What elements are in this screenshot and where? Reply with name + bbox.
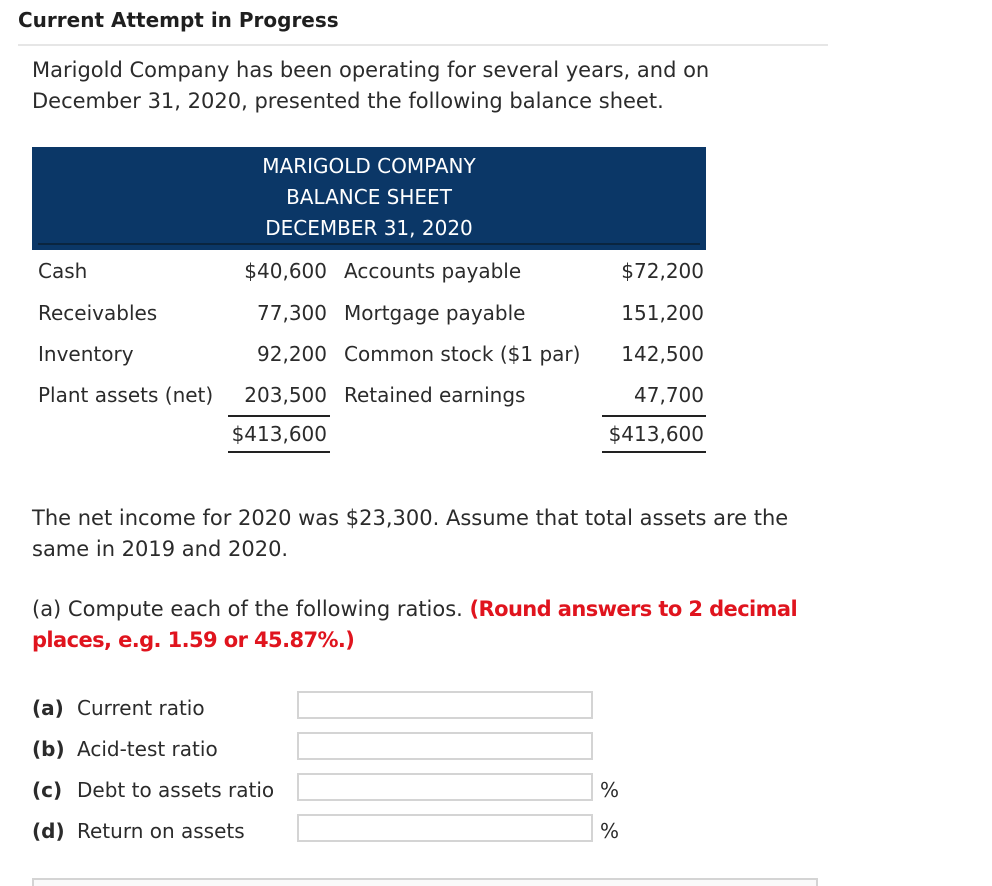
liabilities-total-rule [602, 451, 706, 453]
asset-amount: 203,500 [244, 383, 327, 407]
asset-label: Inventory [38, 342, 134, 366]
ratio-label: Acid-test ratio [77, 737, 218, 761]
return-on-assets-input[interactable] [297, 814, 593, 842]
ratio-label: Return on assets [77, 819, 245, 843]
ratio-row-acid-test [32, 737, 732, 767]
totals-row [0, 422, 992, 452]
asset-label: Plant assets (net) [38, 383, 214, 407]
liability-amount: 47,700 [634, 383, 704, 407]
liability-label: Mortgage payable [344, 301, 526, 325]
acid-test-ratio-input[interactable] [297, 732, 593, 760]
debt-to-assets-input[interactable] [297, 773, 593, 801]
liability-label: Retained earnings [344, 383, 526, 407]
liability-amount: 142,500 [621, 342, 704, 366]
liability-amount: $72,200 [621, 259, 704, 283]
asset-amount: $40,600 [244, 259, 327, 283]
statement-name: BALANCE SHEET [286, 185, 452, 209]
balance-sheet-header [32, 147, 706, 250]
liability-label: Common stock ($1 par) [344, 342, 581, 366]
ratio-row-current [32, 696, 732, 726]
liability-amount: 151,200 [621, 301, 704, 325]
intro-text: Marigold Company has been operating for several years, and on December 31, 2020, presented the following balance sheet. [32, 58, 710, 113]
assets-subtotal-rule [228, 415, 330, 417]
liability-label: Accounts payable [344, 259, 522, 283]
liabilities-subtotal-rule [602, 415, 706, 417]
asset-label: Receivables [38, 301, 158, 325]
table-row [0, 301, 992, 331]
ratio-letter: (b) [32, 737, 65, 761]
attempt-title: Current Attempt in Progress [18, 8, 339, 32]
table-row [0, 259, 992, 289]
ratio-letter: (d) [32, 819, 65, 843]
ratio-letter: (a) [32, 696, 64, 720]
asset-amount: 92,200 [257, 342, 327, 366]
asset-amount: 77,300 [257, 301, 327, 325]
assets-total-rule [228, 451, 330, 453]
table-row [0, 342, 992, 372]
ratio-label: Current ratio [77, 696, 205, 720]
total-assets: $413,600 [231, 422, 327, 446]
ratio-label: Debt to assets ratio [77, 778, 275, 802]
question-text: (a) Compute each of the following ratios. [32, 597, 463, 621]
rounding-hint: (Round answers to 2 decimal places, e.g. 1.59 or 45.87%.) [32, 597, 798, 652]
asset-label: Cash [38, 259, 88, 283]
next-section-edge [32, 878, 818, 886]
company-name: MARIGOLD COMPANY [262, 154, 476, 178]
ratio-row-debt-to-assets [32, 778, 732, 808]
total-liabilities-equity: $413,600 [608, 422, 704, 446]
attempt-header [18, 0, 828, 46]
ratio-letter: (c) [32, 778, 63, 802]
ratio-row-return-on-assets [32, 819, 732, 849]
current-ratio-input[interactable] [297, 691, 593, 719]
statement-date: DECEMBER 31, 2020 [265, 216, 473, 240]
percent-unit: % [600, 819, 620, 843]
question-prompt [32, 594, 822, 656]
net-income-note: The net income for 2020 was $23,300. Assume that total assets are the same in 2019 and 2020. [32, 506, 789, 561]
table-row [0, 383, 992, 413]
header-divider [38, 243, 700, 245]
percent-unit: % [600, 778, 620, 802]
